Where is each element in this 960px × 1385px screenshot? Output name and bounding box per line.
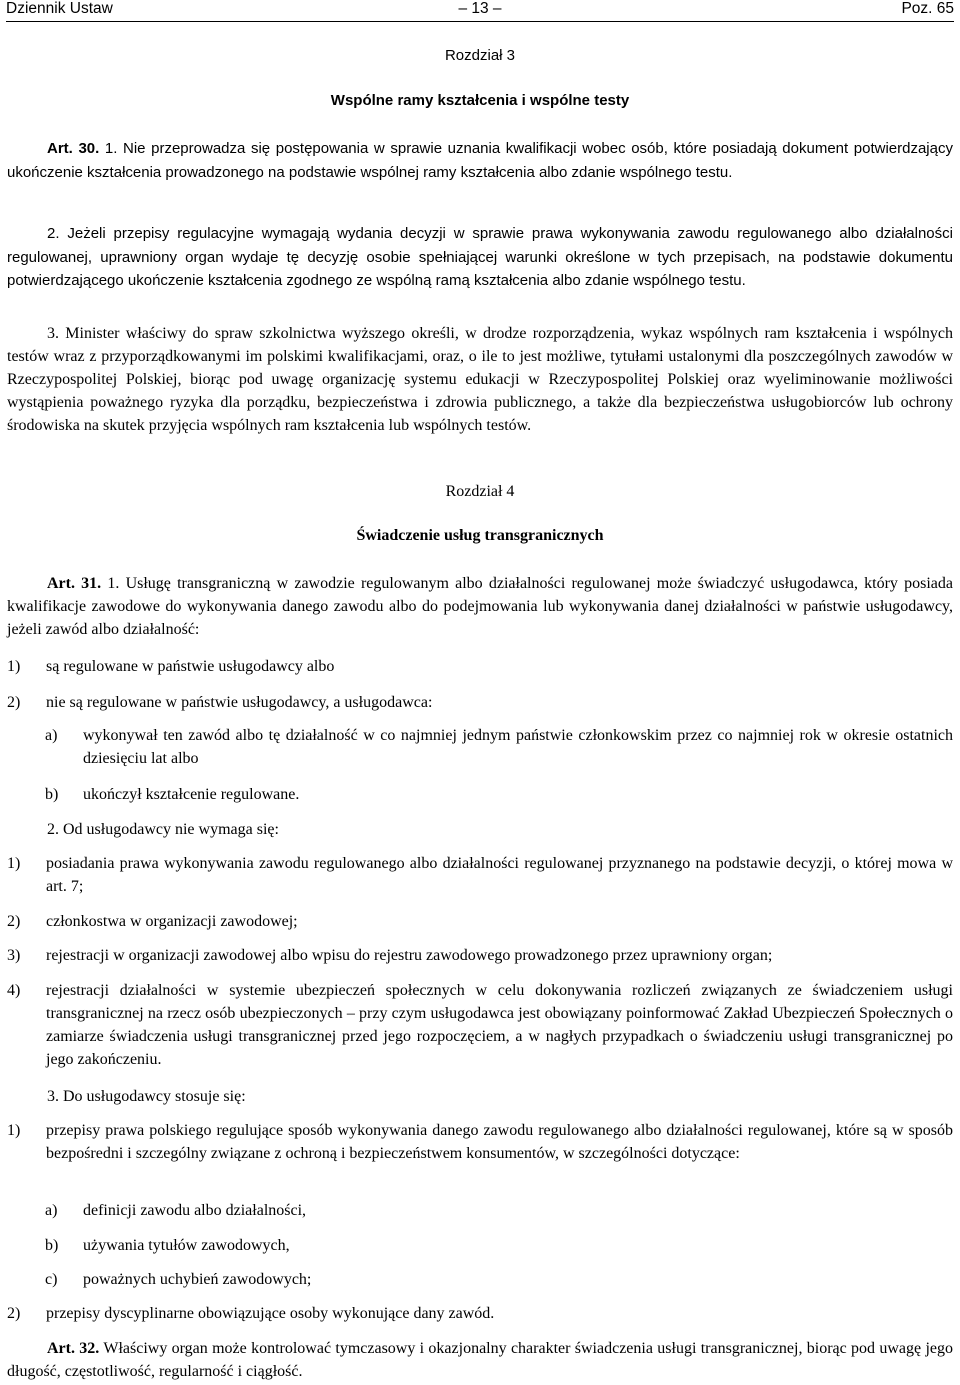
list-item: 2) nie są regulowane w państwie usługodawcy, a usługodawca: bbox=[7, 694, 433, 711]
list-item: 2) członkostwa w organizacji zawodowej; bbox=[7, 913, 298, 930]
position-number: Poz. 65 bbox=[901, 0, 954, 17]
sub-list-item: b) ukończył kształcenie regulowane. bbox=[45, 786, 300, 803]
art-30-number: Art. 30. bbox=[47, 140, 100, 157]
art-32 bbox=[7, 1337, 953, 1383]
sub-list-item: c) poważnych uchybień zawodowych; bbox=[45, 1271, 312, 1288]
list-item: 3) rejestracji w organizacji zawodowej albo wpisu do rejestru zawodowego prowadzonego przez uprawniony organ; bbox=[7, 947, 773, 964]
sub-list-item: b) używania tytułów zawodowych, bbox=[45, 1237, 290, 1254]
sub-list-item: a) wykonywał ten zawód albo tę działalność w co najmniej jednym państwie członkowskim przez co najmniej rok w okresie ostatnich dziesięciu lat albo bbox=[45, 727, 953, 767]
chapter-4-label: Rozdział 4 bbox=[445, 483, 515, 500]
art-31-par-1 bbox=[7, 572, 953, 641]
chapter-4-title: Świadczenie usług transgranicznych bbox=[356, 527, 604, 544]
list-item: 1) przepisy prawa polskiego regulujące sposób wykonywania danego zawodu regulowanego albo działalności regulowanej, które są w sposób bezpośredni i szczególny związane z ochroną i bezpieczeństwem konsumentów, w szczególności dotyczące: bbox=[7, 1122, 953, 1162]
sub-list-item: a) definicji zawodu albo działalności, bbox=[45, 1202, 307, 1219]
art-30-par-1 bbox=[7, 137, 953, 184]
list-item: 1) posiadania prawa wykonywania zawodu regulowanego albo działalności regulowanej przyznanego na podstawie decyzji, o której mowa w art. 7; bbox=[7, 855, 953, 895]
list-item: 2) przepisy dyscyplinarne obowiązujące osoby wykonujące dany zawód. bbox=[7, 1305, 495, 1322]
art-31-par-1-text: 1. Usługę transgraniczną w zawodzie regulowanym albo działalności regulowanej może świadczyć usługodawca, który posiada kwalifikacje zawodowe do wykonywania danego zawodu albo do podejmowania lub wykonywania danej działalności w państwie usługodawcy, jeżeli zawód albo działalność: bbox=[7, 575, 954, 638]
art-32-text: Właściwy organ może kontrolować tymczasowy i okazjonalny charakter świadczenia usługi transgranicznej, biorąc pod uwagę jego długość, częstotliwość, regularność i ciągłość. bbox=[7, 1340, 953, 1380]
art-31-par-2: 2. Od usługodawcy nie wymaga się: bbox=[47, 821, 279, 838]
list-item: 1) są regulowane w państwie usługodawcy albo bbox=[7, 658, 335, 675]
page-number: – 13 – bbox=[458, 0, 502, 17]
page-header bbox=[6, 0, 954, 22]
art-31-number: Art. 31. bbox=[47, 575, 102, 592]
journal-name: Dziennik Ustaw bbox=[6, 0, 113, 17]
chapter-3-label: Rozdział 3 bbox=[444, 47, 516, 64]
art-31-par-3: 3. Do usługodawcy stosuje się: bbox=[47, 1088, 246, 1105]
art-30-par-2: 2. Jeżeli przepisy regulacyjne wymagają wydania decyzji w sprawie prawa wykonywania zawodu regulowanego albo działalności regulowanej, uprawniony organ wydaje tę decyzję osobie spełniającej warunki określone w tych przepisach, na podstawie dokumentu potwierdzającego ukończenie kształcenia zgodnego ze wspólną ramą kształcenia albo zdanie wspólnego testu. bbox=[7, 225, 953, 289]
art-32-number: Art. 32. bbox=[47, 1340, 100, 1357]
art-30-par-1-text: 1. Nie przeprowadza się postępowania w sprawie uznania kwalifikacji wobec osób, które posiadają dokument potwierdzający ukończenie kształcenia prowadzonego na podstawie wspólnej ramy kształcenia albo zdanie wspólnego testu. bbox=[7, 140, 953, 181]
chapter-3-title: Wspólne ramy kształcenia i wspólne testy bbox=[330, 92, 630, 109]
list-item: 4) rejestracji działalności w systemie ubezpieczeń społecznych w celu dokonywania rozliczeń związanych ze świadczeniem usługi transgranicznej na rzecz osób ubezpieczonych – przy czym usługodawca jest obowiązany poinformować Zakład Ubezpieczeń Społecznych o zamiarze świadczenia usługi transgranicznej przed jego rozpoczęciem, a w nagłych przypadkach o świadczeniu usługi transgranicznej po jego zakończeniu. bbox=[7, 982, 953, 1068]
art-30-par-3: 3. Minister właściwy do spraw szkolnictwa wyższego określi, w drodze rozporządzenia, wykaz wspólnych ram kształcenia i wspólnych testów wraz z przyporządkowanymi im polskimi kwalifikacjami, oraz, o ile to jest możliwe, tytułami ustalonymi dla poszczególnych zawodów w Rzeczypospolitej Polskiej, biorąc pod uwagę organizację systemu edukacji w Rzeczypospolitej Polskiej oraz wyeliminowanie możliwości wystąpienia poważnego ryzyka dla porządku, bezpieczeństwa i zdrowia publicznego, a także dla bezpieczeństwa usługobiorców lub ochrony środowiska na skutek przyjęcia wspólnych ram kształcenia lub wspólnych testów. bbox=[7, 325, 953, 434]
